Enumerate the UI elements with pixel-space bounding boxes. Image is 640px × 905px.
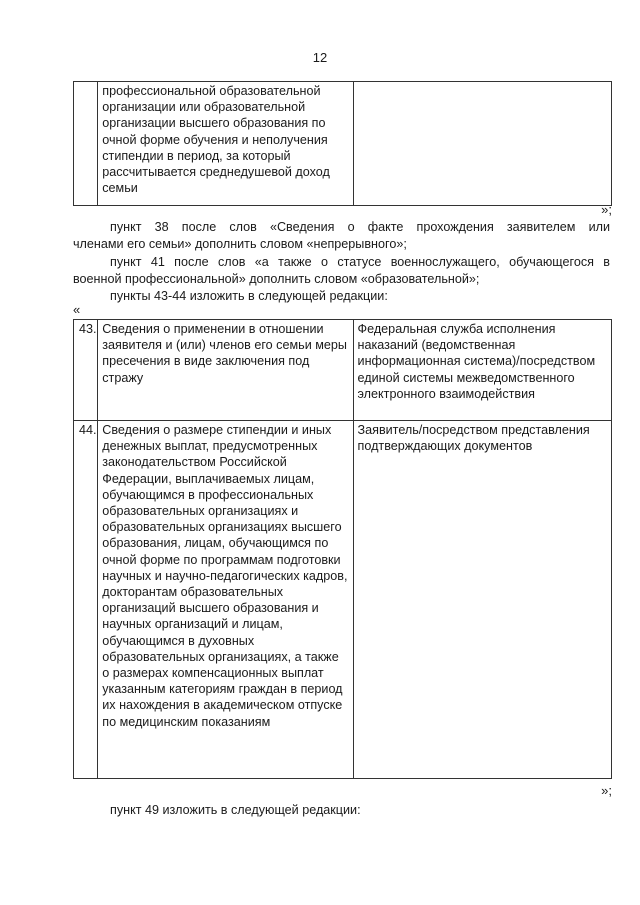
row-number-cell: 43. — [74, 320, 98, 421]
amendment-table — [73, 319, 612, 779]
opening-quote-mark: « — [73, 302, 81, 317]
paragraph-41-line-2: военной профессиональной» дополнить словом «образовательной»; — [73, 272, 480, 286]
information-cell: Сведения о размере стипендии и иных денежных выплат, предусмотренных законодательством Российской Федерации, выплачиваемых лицам, обучающимся в профессиональных образовательных организациях и образовательных организациях высшего образования, лицам, обучающимся по очной форме по программам подготовки научных и научно-педагогических кадров, докторантам образовательных организаций высшего образования и научных организаций и лицам, обучающимся в духовных образовательных организациях, а также о размерах компенсационных выплат указанным категориям граждан в период их нахождения в академическом отпуске по медицинским показаниям — [98, 421, 353, 779]
row-number-cell — [74, 82, 98, 206]
source-cell — [353, 82, 611, 206]
closing-quote-mark: »; — [601, 783, 612, 798]
paragraph-38-line-2: членами его семьи» дополнить словом «непрерывного»; — [73, 237, 407, 251]
paragraph-49: пункт 49 изложить в следующей редакции: — [110, 803, 361, 817]
paragraph-41-line-1: пункт 41 после слов «а также о статусе военнослужащего, обучающегося в — [110, 255, 610, 269]
page-number: 12 — [312, 50, 328, 65]
information-cell: Сведения о применении в отношении заявителя и (или) членов его семьи меры пресечения в виде заключения под стражу — [98, 320, 353, 421]
table-row — [74, 421, 612, 779]
source-cell: Заявитель/посредством представления подтверждающих документов — [353, 421, 611, 779]
information-cell: профессиональной образовательной организации или образовательной организации высшего образования по очной форме обучения и неполучения стипендии в период, за который рассчитывается среднедушевой доход семьи — [98, 82, 353, 206]
paragraph-38-line-1: пункт 38 после слов «Сведения о факте прохождения заявителем или — [110, 220, 610, 234]
table-row — [74, 82, 612, 206]
row-number-cell: 44. — [74, 421, 98, 779]
source-cell: Федеральная служба исполнения наказаний (ведомственная информационная система)/посредством единой системы межведомственного электронного взаимодействия — [353, 320, 611, 421]
table-row — [74, 320, 612, 421]
closing-quote-mark: »; — [601, 202, 612, 217]
continued-table — [73, 81, 612, 206]
paragraph-43-44: пункты 43-44 изложить в следующей редакции: — [110, 289, 388, 303]
